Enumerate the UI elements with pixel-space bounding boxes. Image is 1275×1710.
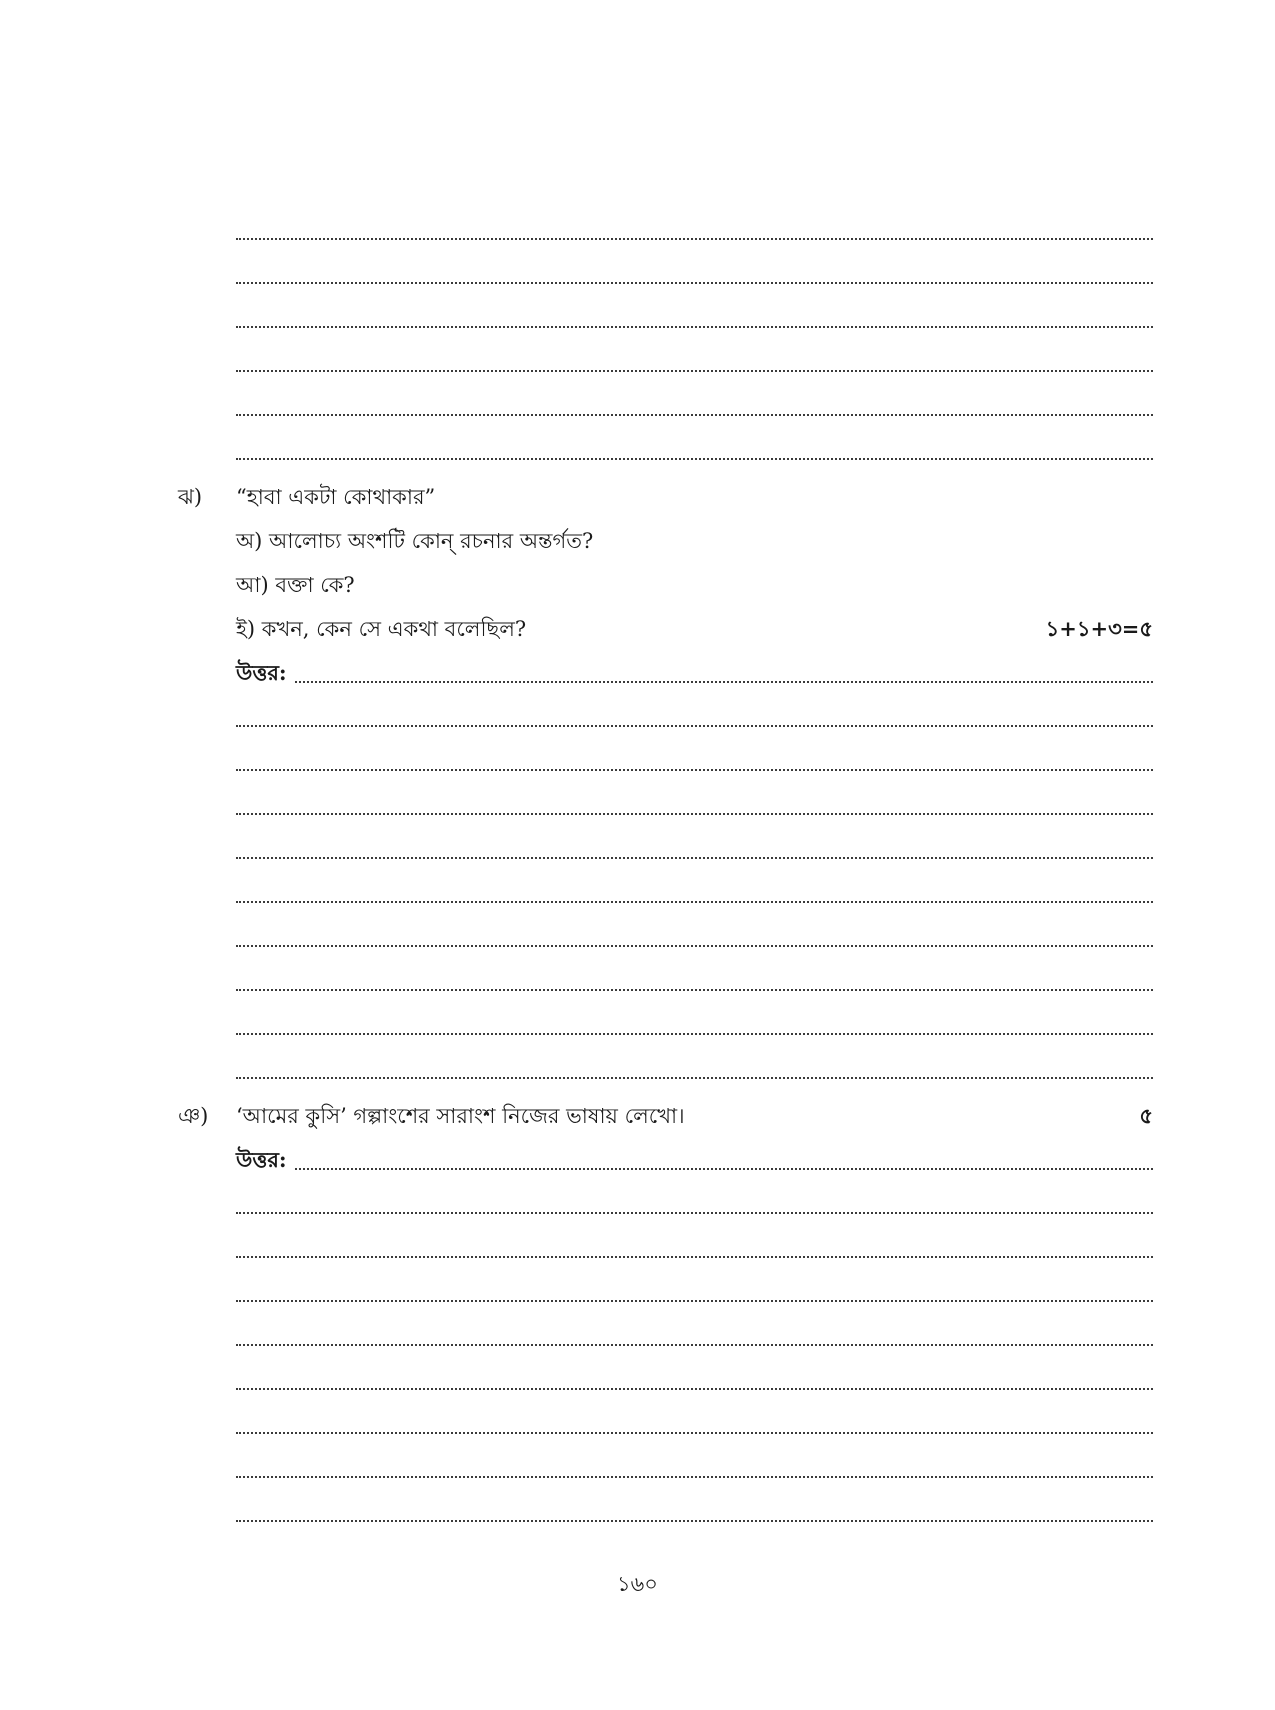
sub-question-a: অ) আলোচ্য অংশটি কোন্ রচনার অন্তর্গত? [236, 529, 594, 553]
answer-label: উত্তর: [236, 1147, 293, 1173]
answer-dotted-line[interactable] [236, 326, 1153, 328]
answer-dotted-line[interactable] [236, 901, 1153, 903]
answer-dotted-line[interactable] [236, 1520, 1153, 1522]
answer-dotted-line[interactable] [236, 1033, 1153, 1035]
answer-dotted-line[interactable] [236, 238, 1153, 240]
answer-dotted-line[interactable] [236, 989, 1153, 991]
answer-dotted-line[interactable] [236, 725, 1153, 727]
answer-dotted-line[interactable] [236, 370, 1153, 372]
answer-dotted-line [236, 1168, 1153, 1170]
question-marks: ১+১+৩=৫ [1045, 616, 1153, 641]
answer-dotted-line[interactable] [236, 1212, 1153, 1214]
answer-dotted-line[interactable] [236, 1256, 1153, 1258]
question-text: ‘আমের কুসি’ গল্পাংশের সারাংশ নিজের ভাষায় লেখো। [236, 1104, 685, 1128]
question-number-jha: ঝ) [178, 485, 203, 509]
answer-dotted-line[interactable] [236, 282, 1153, 284]
answer-dotted-line[interactable] [236, 857, 1153, 859]
sub-question-aa: আ) বক্তা কে? [236, 573, 355, 597]
question-number-nya: ঞ) [178, 1104, 209, 1128]
answer-dotted-line[interactable] [236, 1388, 1153, 1390]
answer-dotted-line[interactable] [236, 1077, 1153, 1079]
answer-first-line[interactable] [236, 660, 1153, 686]
page-number: ১৬০ [617, 1572, 658, 1596]
answer-dotted-line[interactable] [236, 458, 1153, 460]
answer-dotted-line[interactable] [236, 1300, 1153, 1302]
question-quote: “হাবা একটা কোথাকার” [236, 485, 436, 509]
answer-dotted-line[interactable] [236, 813, 1153, 815]
answer-dotted-line[interactable] [236, 1432, 1153, 1434]
answer-dotted-line[interactable] [236, 1476, 1153, 1478]
answer-dotted-line[interactable] [236, 769, 1153, 771]
answer-first-line[interactable] [236, 1147, 1153, 1173]
answer-dotted-line[interactable] [236, 1344, 1153, 1346]
question-marks: ৫ [1139, 1103, 1153, 1128]
answer-dotted-line[interactable] [236, 945, 1153, 947]
answer-dotted-line [236, 681, 1153, 683]
answer-dotted-line[interactable] [236, 414, 1153, 416]
sub-question-i: ই) কখন, কেন সে একথা বলেছিল? [236, 617, 527, 641]
answer-label: উত্তর: [236, 660, 293, 686]
